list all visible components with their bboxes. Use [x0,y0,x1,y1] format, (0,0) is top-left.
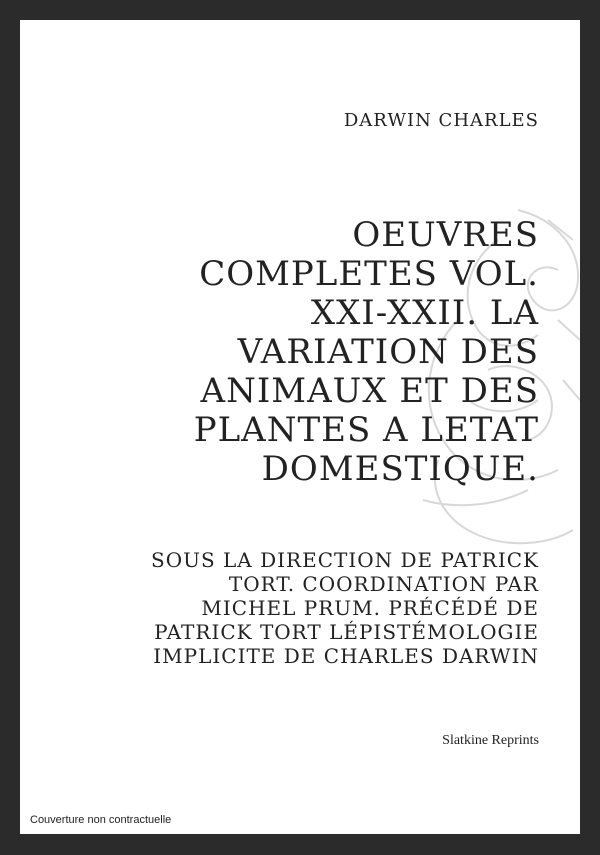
book-subtitle: SOUS LA DIRECTION DE PATRICK TORT. COORDINATION PAR MICHEL PRUM. PRÉCÉDÉ DE PATRICK TORT LÉPISTÉMOLOGIE IMPLICITE DE CHARLES DARWIN [151,548,539,668]
publisher-name: Slatkine Reprints [442,733,539,748]
author-name: DARWIN CHARLES [343,110,539,131]
book-title: OEUVRES COMPLETES VOL. XXI-XXII. LA VARIATION DES ANIMAUX ET DES PLANTES A LETAT DOMESTIQUE. [193,215,539,489]
cover-disclaimer: Couverture non contractuelle [30,814,172,826]
book-cover [20,20,580,834]
